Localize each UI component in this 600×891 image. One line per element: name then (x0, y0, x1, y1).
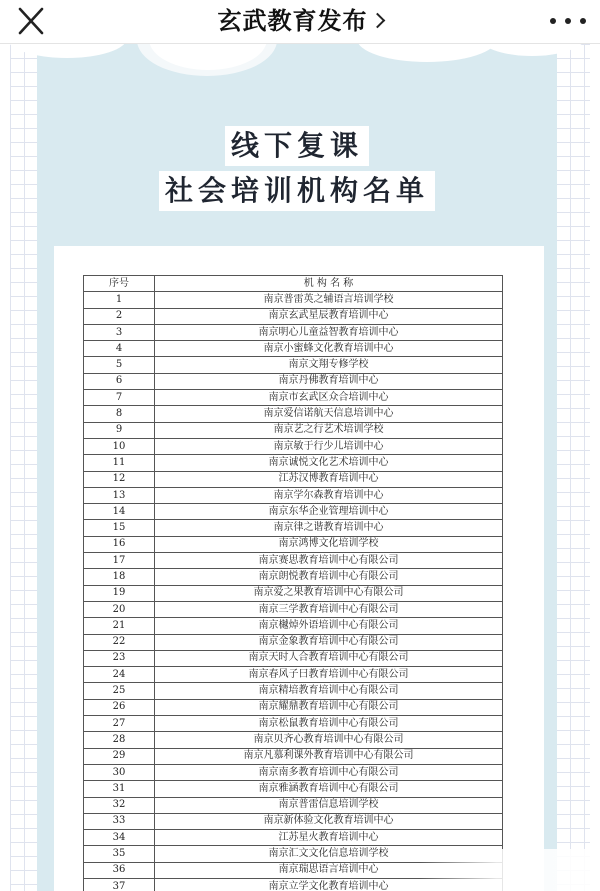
table-row (84, 341, 503, 357)
row-number: 26 (84, 699, 155, 715)
institution-name: 南京雅涵教育培训中心有限公司 (155, 781, 503, 797)
institution-name: 江苏星火教育培训中心 (155, 830, 503, 846)
row-number: 12 (84, 471, 155, 487)
more-dot-icon (565, 18, 571, 24)
row-number: 10 (84, 438, 155, 454)
institution-name: 南京金象教育培训中心有限公司 (155, 634, 503, 650)
account-title-link[interactable] (218, 7, 383, 35)
institution-name: 南京汇文文化信息培训学校 (155, 846, 503, 862)
table-row (84, 553, 503, 569)
more-dot-icon (550, 18, 556, 24)
row-number: 23 (84, 650, 155, 666)
close-icon[interactable] (14, 6, 48, 36)
table-row (84, 357, 503, 373)
institution-name: 南京丹佛教育培训中心 (155, 373, 503, 389)
table-row (84, 764, 503, 780)
row-number: 14 (84, 504, 155, 520)
row-number: 30 (84, 764, 155, 780)
table-header-row (84, 276, 503, 292)
table-row (84, 716, 503, 732)
heading-text-2: 社会培训机构名单 (159, 171, 435, 211)
institution-name: 南京瑞思语言培训中心 (155, 862, 503, 878)
column-header-name: 机 构 名 称 (155, 276, 503, 292)
account-title (0, 4, 600, 38)
top-bar (0, 0, 600, 44)
table-row (84, 781, 503, 797)
table-row (84, 487, 503, 503)
institution-name: 南京樾焯外语培训中心有限公司 (155, 618, 503, 634)
institution-name: 南京南多教育培训中心有限公司 (155, 764, 503, 780)
table-row (84, 601, 503, 617)
cloud-decoration (10, 44, 127, 58)
table-row (84, 683, 503, 699)
table-row (84, 292, 503, 308)
table-row (84, 422, 503, 438)
institution-table (83, 275, 503, 891)
row-number: 3 (84, 324, 155, 340)
more-options-button[interactable] (548, 10, 588, 32)
table-row (84, 324, 503, 340)
row-number: 20 (84, 601, 155, 617)
institution-name: 南京爱之果教育培训中心有限公司 (155, 585, 503, 601)
table-row (84, 667, 503, 683)
table-row (84, 634, 503, 650)
document-sheet (54, 246, 544, 891)
row-number: 21 (84, 618, 155, 634)
institution-name: 南京明心儿童益智教育培训中心 (155, 324, 503, 340)
cloud-decoration (477, 44, 587, 56)
row-number: 8 (84, 406, 155, 422)
table-body (84, 292, 503, 891)
chevron-right-icon[interactable] (369, 13, 385, 29)
table-row (84, 585, 503, 601)
institution-name: 南京立学文化教育培训中心 (155, 878, 503, 891)
cloud-decoration (357, 44, 497, 62)
institution-name: 南京鸿博文化培训学校 (155, 536, 503, 552)
table-row (84, 471, 503, 487)
institution-name: 南京市玄武区众合培训中心 (155, 390, 503, 406)
institution-name: 南京文翔专修学校 (155, 357, 503, 373)
row-number: 6 (84, 373, 155, 389)
institution-name: 南京松鼠教育培训中心有限公司 (155, 716, 503, 732)
institution-name: 南京朗悦教育培训中心有限公司 (155, 569, 503, 585)
table-row (84, 438, 503, 454)
table-row (84, 308, 503, 324)
poster-heading-line1 (37, 126, 557, 166)
more-dot-icon (580, 18, 586, 24)
row-number: 4 (84, 341, 155, 357)
row-number: 11 (84, 455, 155, 471)
table-row (84, 455, 503, 471)
row-number: 13 (84, 487, 155, 503)
row-number: 18 (84, 569, 155, 585)
poster-heading-line2 (37, 171, 557, 211)
institution-name: 江苏汉博教育培训中心 (155, 471, 503, 487)
row-number: 19 (84, 585, 155, 601)
row-number: 5 (84, 357, 155, 373)
row-number: 31 (84, 781, 155, 797)
institution-name: 南京艺之行艺术培训学校 (155, 422, 503, 438)
table-row (84, 813, 503, 829)
table-row (84, 390, 503, 406)
heading-text-1: 线下复课 (225, 126, 369, 166)
row-number: 36 (84, 862, 155, 878)
institution-name: 南京春风子曰教育培训中心有限公司 (155, 667, 503, 683)
row-number: 33 (84, 813, 155, 829)
table-row (84, 650, 503, 666)
institution-name: 南京三学教育培训中心有限公司 (155, 601, 503, 617)
institution-name: 南京学尔森教育培训中心 (155, 487, 503, 503)
row-number: 24 (84, 667, 155, 683)
table-row (84, 504, 503, 520)
row-number: 32 (84, 797, 155, 813)
row-number: 15 (84, 520, 155, 536)
watermark-fade (420, 849, 590, 891)
table-row (84, 830, 503, 846)
institution-name: 南京凡慕利课外教育培训中心有限公司 (155, 748, 503, 764)
row-number: 28 (84, 732, 155, 748)
row-number: 22 (84, 634, 155, 650)
row-number: 37 (84, 878, 155, 891)
table-row (84, 748, 503, 764)
column-header-number: 序号 (84, 276, 155, 292)
row-number: 34 (84, 830, 155, 846)
institution-name: 南京普雷英之辅语言培训学校 (155, 292, 503, 308)
table-row (84, 373, 503, 389)
institution-name: 南京天时人合教育培训中心有限公司 (155, 650, 503, 666)
institution-name: 南京精培教育培训中心有限公司 (155, 683, 503, 699)
institution-name: 南京律之谐教育培训中心 (155, 520, 503, 536)
table-row (84, 797, 503, 813)
institution-name: 南京普雷信息培训学校 (155, 797, 503, 813)
table-row (84, 536, 503, 552)
row-number: 29 (84, 748, 155, 764)
row-number: 2 (84, 308, 155, 324)
institution-name: 南京新体验文化教育培训中心 (155, 813, 503, 829)
table-row (84, 732, 503, 748)
institution-name: 南京贝齐心教育培训中心有限公司 (155, 732, 503, 748)
row-number: 9 (84, 422, 155, 438)
institution-name: 南京爱信诺航天信息培训中心 (155, 406, 503, 422)
institution-name: 南京赛思教育培训中心有限公司 (155, 553, 503, 569)
institution-name: 南京诚悦文化艺术培训中心 (155, 455, 503, 471)
table-row (84, 699, 503, 715)
institution-name: 南京小蜜蜂文化教育培训中心 (155, 341, 503, 357)
institution-name: 南京玄武星辰教育培训中心 (155, 308, 503, 324)
institution-name: 南京东华企业管理培训中心 (155, 504, 503, 520)
row-number: 16 (84, 536, 155, 552)
row-number: 35 (84, 846, 155, 862)
row-number: 7 (84, 390, 155, 406)
row-number: 25 (84, 683, 155, 699)
table-row (84, 569, 503, 585)
table-row (84, 406, 503, 422)
institution-name: 南京敏于行少儿培训中心 (155, 438, 503, 454)
poster-image (10, 44, 590, 891)
row-number: 17 (84, 553, 155, 569)
institution-name: 南京耀鼎教育培训中心有限公司 (155, 699, 503, 715)
row-number: 1 (84, 292, 155, 308)
row-number: 27 (84, 716, 155, 732)
account-name[interactable]: 玄武教育发布 (217, 7, 368, 35)
table-row (84, 520, 503, 536)
table-row (84, 618, 503, 634)
